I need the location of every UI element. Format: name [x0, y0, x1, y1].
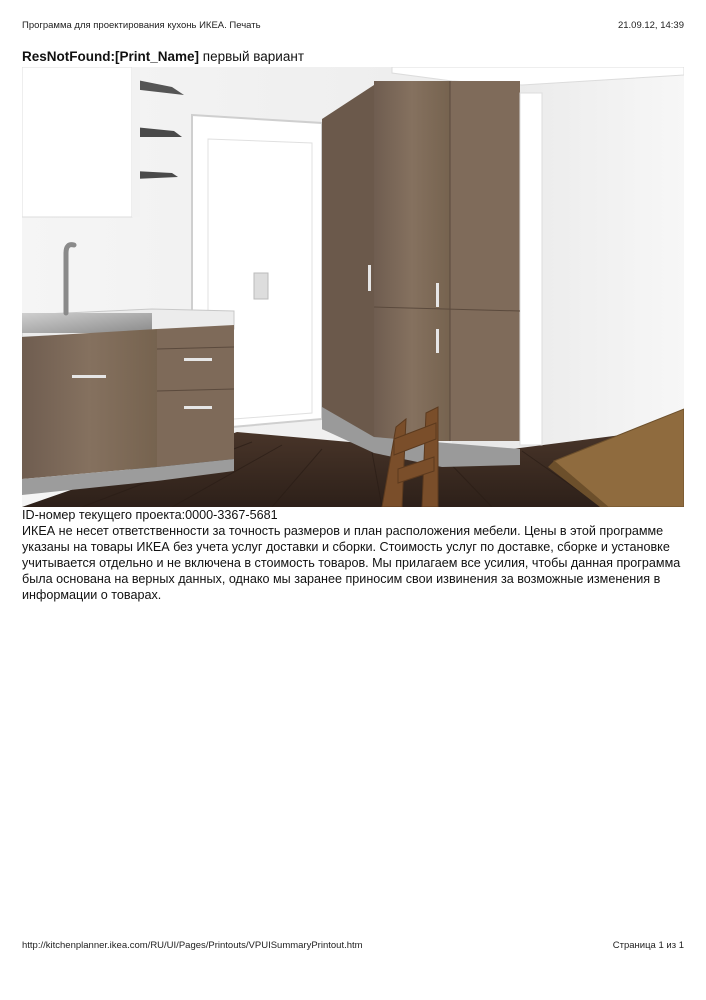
- upper-cabinet: [22, 67, 132, 217]
- document-title: [22, 49, 304, 64]
- wardrobe-white-panel: [520, 93, 542, 445]
- document-title-name: ResNotFound:[Print_Name]: [22, 49, 200, 64]
- wardrobe-front-right: [450, 81, 520, 441]
- print-footer-url: http://kitchenplanner.ikea.com/RU/UI/Pages/Printouts/VPUISummaryPrintout.htm: [22, 940, 363, 951]
- project-id-value: 0000-3367-5681: [185, 508, 278, 522]
- base-cabinet-front: [22, 329, 157, 479]
- shelf-edge: [132, 67, 140, 217]
- print-header: [22, 20, 684, 34]
- wardrobe-handle-2: [436, 283, 439, 307]
- wardrobe-handle-3: [436, 329, 439, 353]
- project-id-label: ID-номер текущего проекта:: [22, 508, 186, 522]
- wardrobe-handle-1: [368, 265, 371, 291]
- base-cabinet-drawers: [157, 325, 234, 467]
- disclaimer-text: ИКЕА не несет ответственности за точность размеров и план расположения мебели. Цены в этой программе указаны на товары ИКЕА без учета услуг доставки и сборки. Стоимость услуг по доставке, сборке и установке учитывается отдельно и не включена в стоимость товаров. Мы прилагаем все усилия, чтобы данная программа была основана на верных данных, однако мы заранее приносим свои извинения за возможные изменения в информации о товарах.: [22, 524, 681, 602]
- print-header-title: Программа для проектирования кухонь ИКЕА. Печать: [22, 20, 261, 31]
- cabinet-handle-2: [184, 358, 212, 361]
- cabinet-handle-1: [72, 375, 106, 378]
- project-id: [22, 507, 686, 523]
- door-grille: [254, 273, 268, 299]
- print-footer: [22, 940, 684, 954]
- wardrobe-side: [322, 85, 374, 451]
- kitchen-3d-render: [22, 67, 684, 507]
- sink-basin: [22, 313, 152, 333]
- print-header-datetime: 21.09.12, 14:39: [617, 20, 684, 31]
- project-info: [22, 507, 686, 603]
- wardrobe-front-left: [374, 81, 450, 441]
- document-title-variant: первый вариант: [202, 49, 304, 64]
- cabinet-handle-3: [184, 406, 212, 409]
- print-footer-page: Страница 1 из 1: [612, 940, 684, 951]
